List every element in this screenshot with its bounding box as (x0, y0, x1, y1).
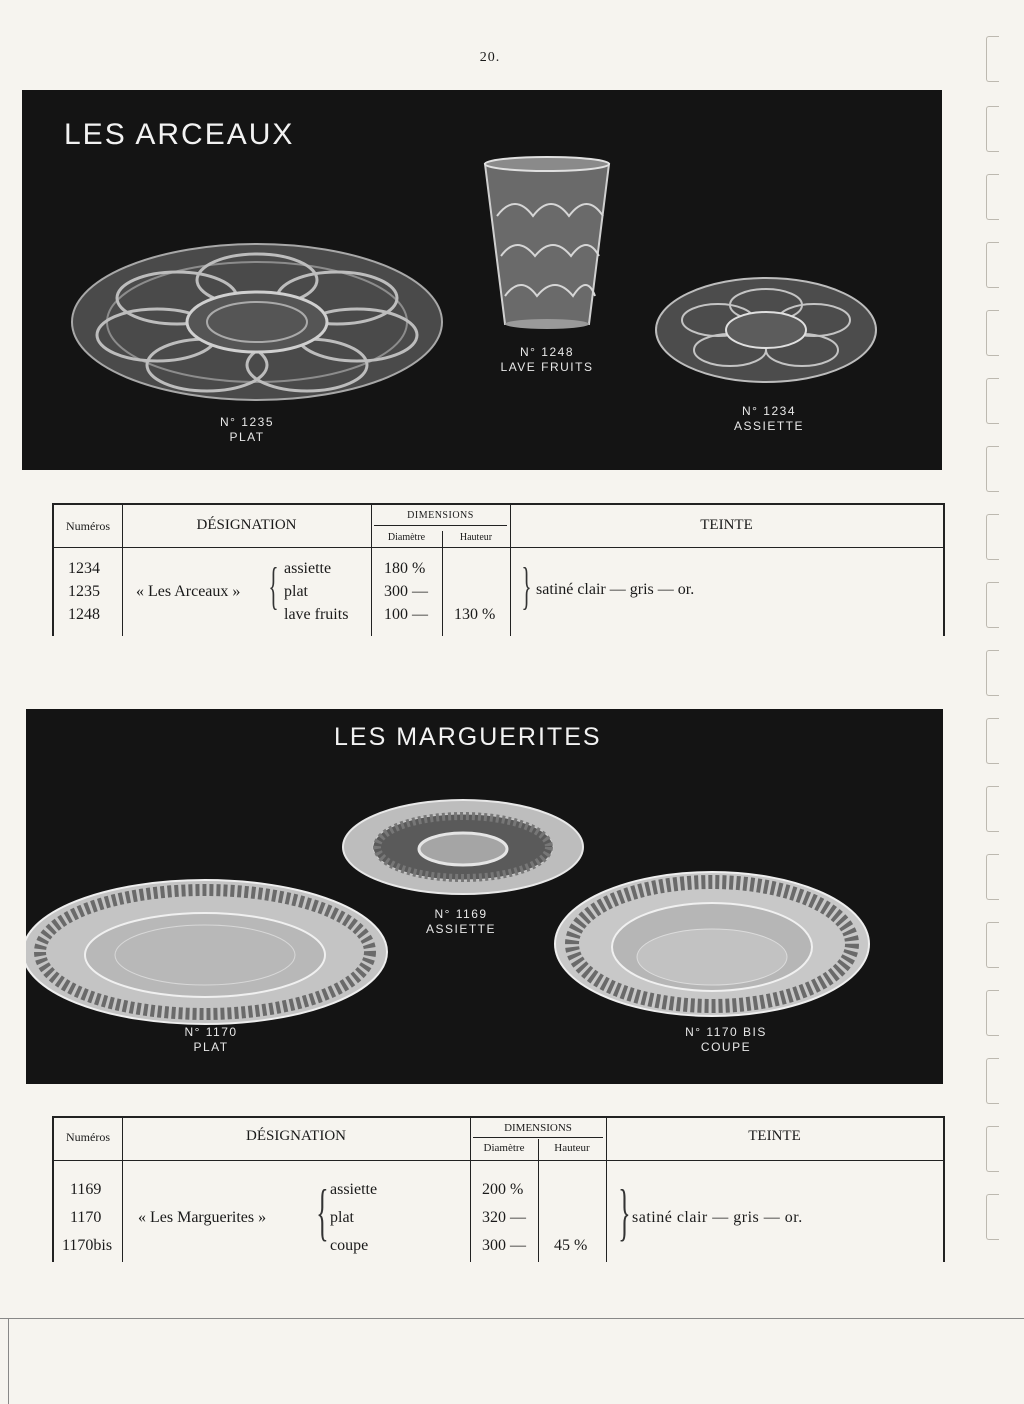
header-diametre: Diamètre (483, 1142, 525, 1154)
caption-1170-num: N° 1170 (184, 1025, 238, 1039)
caption-1248 (482, 345, 612, 375)
row-teinte: satiné clair — gris — or. (536, 581, 695, 598)
header-diametre: Diamètre (387, 532, 426, 543)
marguerites-title: LES MARGUERITES (334, 723, 602, 751)
header-designation: DÉSIGNATION (246, 1128, 346, 1144)
caption-1235 (192, 415, 302, 445)
bottom-rule (0, 1318, 1024, 1319)
series-name: « Les Marguerites » (138, 1209, 267, 1226)
row-numero: 1170bis (62, 1237, 113, 1254)
bottom-left-rule (8, 1318, 9, 1404)
header-teinte: TEINTE (748, 1128, 801, 1144)
coupe-1170bis-image (552, 869, 872, 1019)
row-item: lave fruits (284, 606, 349, 623)
lave-fruits-1248-image (477, 156, 617, 331)
header-dimensions: DIMENSIONS (407, 510, 474, 521)
caption-1248-name: LAVE FRUITS (500, 360, 594, 374)
assiette-1234-image (654, 275, 879, 385)
row-diametre: 180 % (384, 560, 426, 577)
brace: { (268, 558, 279, 615)
brace: } (618, 1176, 631, 1247)
caption-1170 (156, 1025, 266, 1055)
marguerites-spec-table (52, 1116, 945, 1262)
page-number: 20. (479, 50, 501, 65)
caption-1235-num: N° 1235 (220, 415, 274, 429)
row-item: plat (330, 1209, 354, 1226)
header-numeros: Numéros (66, 519, 110, 533)
row-item: assiette (330, 1181, 378, 1198)
caption-1170bis-name: COUPE (700, 1040, 752, 1054)
caption-1234-name: ASSIETTE (733, 419, 804, 433)
arceaux-spec-table (52, 503, 945, 636)
row-diametre: 300 — (384, 583, 428, 600)
row-teinte: satiné clair — gris — or. (632, 1209, 803, 1226)
header-hauteur: Hauteur (459, 532, 493, 543)
caption-1235-name: PLAT (229, 430, 265, 444)
row-numero: 1234 (68, 560, 100, 577)
header-numeros: Numéros (66, 1130, 110, 1144)
caption-1170bis-num: N° 1170 BIS (685, 1025, 767, 1039)
caption-1248-num: N° 1248 (520, 345, 574, 359)
brace: } (521, 558, 532, 615)
row-numero: 1169 (70, 1181, 102, 1198)
caption-1234 (714, 404, 824, 434)
caption-1169-name: ASSIETTE (425, 922, 496, 936)
brace: { (316, 1176, 329, 1247)
row-diametre: 300 — (482, 1237, 526, 1254)
caption-1169 (406, 907, 516, 937)
header-dimensions: DIMENSIONS (504, 1122, 572, 1134)
caption-1234-num: N° 1234 (742, 404, 796, 418)
row-numero: 1248 (68, 606, 100, 623)
row-hauteur: 45 % (554, 1237, 588, 1254)
row-diametre: 200 % (482, 1181, 524, 1198)
row-item: assiette (284, 560, 332, 577)
row-item: plat (284, 583, 308, 600)
row-diametre: 100 — (384, 606, 428, 623)
plat-1170-image (26, 877, 390, 1027)
header-hauteur: Hauteur (554, 1142, 590, 1154)
arceaux-title: LES ARCEAUX (64, 118, 295, 151)
row-numero: 1235 (68, 583, 100, 600)
arceaux-photo (22, 90, 942, 470)
marguerites-photo (26, 709, 943, 1084)
caption-1169-num: N° 1169 (434, 907, 488, 921)
row-item: coupe (330, 1237, 369, 1254)
row-numero: 1170 (70, 1209, 102, 1226)
plat-1235-image (67, 240, 447, 405)
header-teinte: TEINTE (700, 517, 753, 533)
caption-1170-name: PLAT (193, 1040, 229, 1054)
caption-1170bis (661, 1025, 791, 1055)
row-diametre: 320 — (482, 1209, 526, 1226)
series-name: « Les Arceaux » (136, 583, 241, 600)
header-designation: DÉSIGNATION (196, 517, 297, 533)
row-hauteur: 130 % (454, 606, 496, 623)
